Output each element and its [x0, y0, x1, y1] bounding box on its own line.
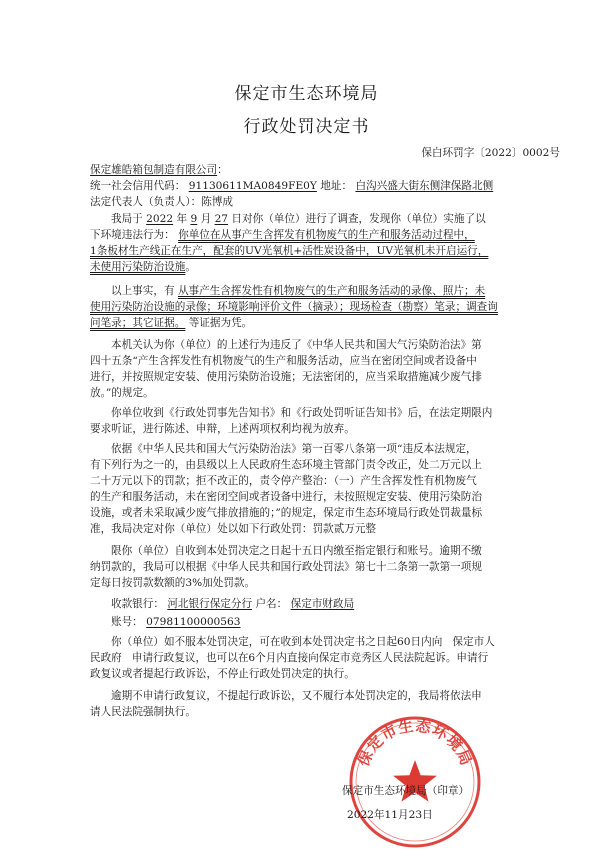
document-title: 保定市生态环境局 [234, 84, 379, 104]
credit-code-line: 统一社会信用代码： 91130611MA0849FE0Y 地址： 白沟兴盛大街东侧津保路北侧 [90, 180, 494, 192]
penalty-basis-line: 设施，或者未采取减少废气排放措施的；”的规定，保定市生态环境局行政处罚裁量标 [90, 507, 483, 519]
penalty-basis-line: 的生产和服务活动，未在密闭空间或者设备中进行，未按照规定安装、使用污染防治 [90, 491, 482, 503]
enforcement-line: 请人民法院强制执行。 [90, 706, 196, 718]
account-line: 账号： 07981100000563 [111, 616, 241, 628]
investigation-line: 我局于 2022 年 9 月 27 日对你（单位）进行了调查，发现你（单位）实施了以 [111, 213, 486, 225]
appeal-line: 你（单位）如不服本处罚决定，可在收到本处罚决定书之日起60日内向 保定市人 [111, 636, 495, 648]
penalty-basis-line: 有下列行为之一的，由县级以上人民政府生态环境主管部门责令改正，处二万元以上 [90, 459, 482, 471]
credit-code: 91130611MA0849FE0Y [188, 180, 317, 192]
violation-basis-line: 四十五条“产生含挥发性有机物废气的生产和服务活动，应当在密闭空间或者设备中 [90, 355, 477, 367]
violation-line-2: 1条板材生产线正在生产，配套的UV光氧机+活性炭设备中，UV光氧机未开启运行， [90, 245, 489, 257]
signature-org: 保定市生态环境局（印章） [342, 785, 470, 797]
evidence-line-3: 问笔录；其它证据。 等证据为凭。 [90, 317, 253, 329]
appeal-line: 民政府 申请行政复议，也可以在6个月内直接向保定市竞秀区人民法院起诉。申请行 [90, 652, 489, 664]
violation-basis-line: 放。”的规定。 [90, 387, 154, 399]
hearing-line: 你单位收到《行政处罚事先告知书》和《行政处罚听证告知书》后，在法定期限内 [111, 407, 493, 419]
official-seal [345, 712, 485, 852]
enforcement-line: 逾期不申请行政复议，不提起行政诉讼，又不履行本处罚决定的，我局将依法申 [111, 690, 482, 702]
party-name: 保定雄皓箱包制造有限公司 [90, 164, 218, 176]
penalty-basis-line: 依据《中华人民共和国大气污染防治法》第一百零八条第一项“违反本法规定， [111, 443, 477, 455]
legal-rep-line: 法定代表人（负责人）：陈博成 [90, 196, 234, 208]
bank-line: 收款银行： 河北银行保定分行 户名： 保定市财政局 [111, 598, 355, 610]
penalty-basis-line: 准，我局决定对你（单位）处以如下行政处罚：罚款贰万元整 [90, 523, 377, 535]
penalty-basis-line: 二十万元以下的罚款；拒不改正的，责令停产整治：（一）产生含挥发性有机物废气 [90, 475, 477, 487]
account-number: 07981100000563 [146, 616, 241, 628]
evidence-line-2: 使用污染防治设施的录像；环境影响评价文件（摘录）；现场检查（勘察）笔录；调查询 [90, 301, 498, 313]
document-subtitle: 行政处罚决定书 [243, 117, 370, 137]
bank-name: 河北银行保定分行 [167, 598, 253, 610]
party-address: 白沟兴盛大街东侧津保路北侧 [355, 180, 494, 192]
appeal-line: 政复议或者提起行政诉讼，不停止行政处罚决定的执行。 [90, 668, 355, 680]
payment-line: 纳罚款的，我局可以根据《中华人民共和国行政处罚法》第七十二条第一款第一项规 [90, 561, 482, 573]
violation-line-3: 未使用污染防治设施。 [90, 261, 196, 273]
hearing-line: 要求听证，进行陈述、申辩，上述两项权利均视为放弃。 [90, 423, 355, 435]
party-name-line: 保定雄皓箱包制造有限公司： [90, 164, 228, 176]
document-number: 保白环罚字〔2022〕0002号 [421, 147, 560, 159]
signature-date: 2022年11月23日 [347, 809, 433, 821]
violation-basis-line: 进行，并按照规定安装、使用污染防治设施；无法密闭的，应当采取措施减少废气排 [90, 371, 482, 383]
payee-name: 保定市财政局 [290, 598, 355, 610]
violation-basis-line: 本机关认为你（单位）的上述行为违反了《中华人民共和国大气污染防治法》第 [111, 339, 482, 351]
payment-line: 限你（单位）自收到本处罚决定之日起十五日内缴至指定银行和账号。逾期不缴 [111, 545, 482, 557]
seal-text: 保定市生态环境局 [354, 716, 476, 769]
payment-line: 定每日按罚款数额的3%加处罚款。 [90, 577, 256, 589]
legal-rep: 陈博成 [201, 196, 234, 208]
violation-line-1: 下环境违法行为： 你单位在从事产生含挥发有机物废气的生产和服务活动过程中， [90, 229, 475, 241]
evidence-line-1: 以上事实，有 从事产生含挥发性有机物废气的生产和服务活动的录像、照片；未 [111, 285, 486, 297]
